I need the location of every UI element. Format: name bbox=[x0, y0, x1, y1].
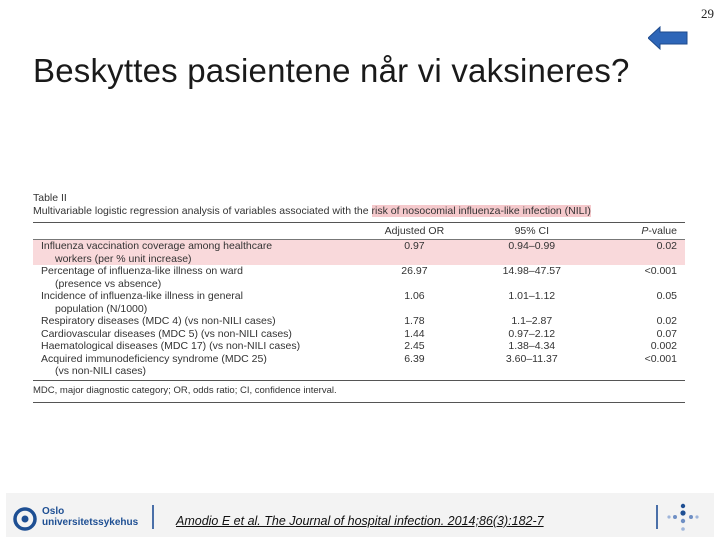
footer-separator-left bbox=[152, 505, 154, 529]
table-header-row bbox=[33, 223, 685, 239]
row-ci: 1.1–2.87 bbox=[511, 315, 553, 327]
row-p-value: 0.07 bbox=[656, 327, 677, 340]
variable-line1: Haematological diseases (MDC 17) (vs non-NILI cases) bbox=[41, 340, 301, 352]
variable-line1: Percentage of influenza-like illness on ward bbox=[41, 265, 243, 277]
row-ci: 1.01–1.12 bbox=[508, 290, 556, 302]
row-variable bbox=[33, 240, 359, 265]
row-p-value: 0.002 bbox=[650, 340, 677, 352]
table-row bbox=[33, 328, 685, 341]
regression-table bbox=[33, 192, 685, 403]
row-p-value: <0.001 bbox=[644, 352, 677, 365]
table-row bbox=[33, 353, 685, 378]
table-label: Table II bbox=[33, 192, 67, 204]
footnote-rule bbox=[33, 402, 685, 403]
row-variable bbox=[33, 340, 359, 353]
table-bottom-rule bbox=[33, 380, 685, 381]
table-row bbox=[33, 240, 685, 265]
row-adjusted-or: 2.45 bbox=[404, 340, 425, 352]
row-ci: 3.60–11.37 bbox=[505, 352, 558, 365]
variable-line1: Influenza vaccination coverage among healthcare bbox=[41, 240, 273, 252]
table-row bbox=[33, 340, 685, 353]
table-footnote: MDC, major diagnostic category; OR, odds ratio; CI, confidence interval. bbox=[33, 384, 337, 396]
table-grid bbox=[33, 223, 685, 378]
table-caption bbox=[33, 205, 685, 218]
hospital-logo-icon bbox=[12, 507, 40, 531]
row-adjusted-or: 26.97 bbox=[401, 265, 428, 277]
caption-highlight: risk of nosocomial influenza-like infection (NILI) bbox=[371, 205, 591, 217]
footer-bar bbox=[6, 493, 714, 537]
hospital-logo-text bbox=[42, 506, 138, 528]
row-variable bbox=[33, 353, 359, 378]
table-row bbox=[33, 315, 685, 328]
row-p-value: 0.02 bbox=[656, 315, 677, 327]
variable-line2: (presence vs absence) bbox=[55, 277, 162, 290]
row-adjusted-or: 1.06 bbox=[404, 290, 425, 302]
row-ci: 0.94–0.99 bbox=[470, 240, 594, 265]
citation-link[interactable]: Amodio E et al. The Journal of hospital infection. 2014;86(3):182-7 bbox=[176, 514, 544, 528]
row-variable bbox=[33, 265, 359, 290]
row-ci: 0.97–2.12 bbox=[508, 327, 556, 340]
row-variable bbox=[33, 290, 359, 315]
row-p-value: <0.001 bbox=[644, 265, 677, 277]
row-p-value: 0.02 bbox=[594, 240, 685, 265]
row-variable bbox=[33, 328, 359, 341]
header-ci: 95% CI bbox=[514, 225, 549, 237]
variable-line1: Cardiovascular diseases (MDC 5) (vs non-NILI cases) bbox=[41, 327, 292, 340]
table-row bbox=[33, 265, 685, 290]
header-p-value: P-value bbox=[641, 225, 677, 237]
row-ci: 1.38–4.34 bbox=[508, 340, 556, 352]
row-p-value: 0.05 bbox=[656, 290, 677, 302]
logo-line2: universitetssykehus bbox=[42, 517, 139, 528]
caption-prefix: Multivariable logistic regression analysis of variables associated with the bbox=[33, 205, 372, 217]
slide-number: 29 bbox=[701, 6, 714, 21]
arrow-left-icon[interactable] bbox=[648, 26, 688, 50]
variable-line1: Respiratory diseases (MDC 4) (vs non-NILI cases) bbox=[41, 315, 276, 327]
variable-line2: (vs non-NILI cases) bbox=[55, 365, 147, 377]
row-adjusted-or: 1.44 bbox=[404, 327, 425, 340]
slide-title: Beskyttes pasientene når vi vaksineres? bbox=[33, 52, 630, 89]
dots-cross-icon bbox=[666, 503, 700, 533]
variable-line1: Incidence of influenza-like illness in general bbox=[41, 290, 243, 302]
row-ci: 14.98–47.57 bbox=[502, 265, 561, 277]
variable-line2: population (N/1000) bbox=[55, 302, 148, 315]
row-variable bbox=[33, 315, 359, 328]
row-adjusted-or: 6.39 bbox=[404, 352, 425, 365]
footer-separator-right bbox=[656, 505, 658, 529]
logo-line1: Oslo bbox=[42, 506, 65, 517]
row-adjusted-or: 0.97 bbox=[359, 240, 470, 265]
header-variable bbox=[33, 223, 359, 239]
variable-line2: workers (per % unit increase) bbox=[55, 252, 192, 265]
header-adjusted-or: Adjusted OR bbox=[384, 225, 445, 237]
table-row bbox=[33, 290, 685, 315]
row-adjusted-or: 1.78 bbox=[404, 315, 425, 327]
variable-line1: Acquired immunodeficiency syndrome (MDC 25) bbox=[41, 352, 267, 365]
